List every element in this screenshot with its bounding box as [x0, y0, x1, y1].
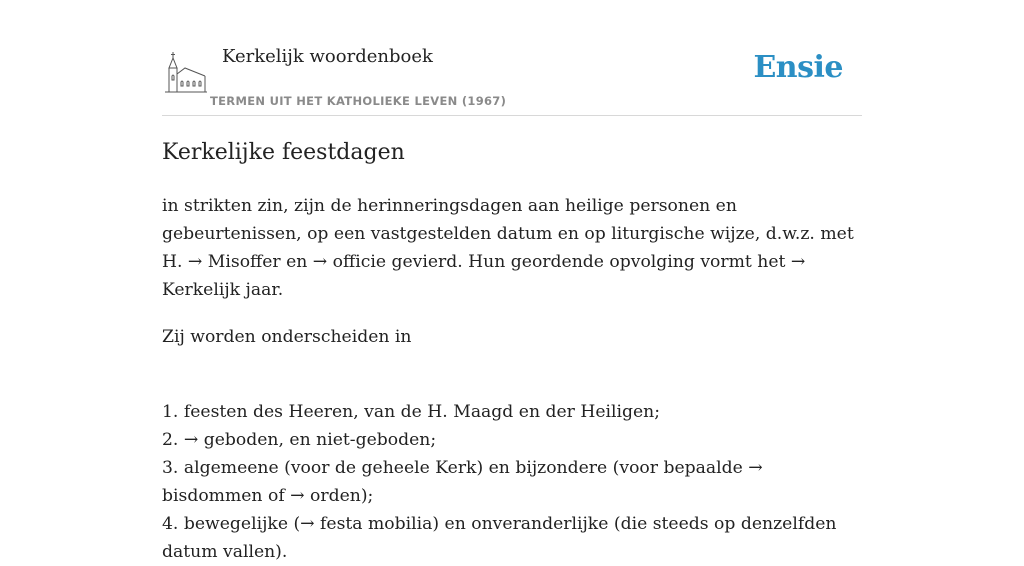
book-title[interactable]: Kerkelijk woordenboek: [222, 46, 433, 67]
book-subtitle: TERMEN UIT HET KATHOLIEKE LEVEN (1967): [210, 94, 507, 108]
list-item: 3. algemeene (voor de geheele Kerk) en bijzondere (voor bepaalde → bisdommen of → orden);: [162, 458, 763, 506]
entry-paragraph: Zij worden onderscheiden in: [162, 327, 412, 347]
brand-logo[interactable]: Ensie: [753, 50, 843, 85]
church-icon[interactable]: [165, 50, 207, 94]
list-item: 4. bewegelijke (→ festa mobilia) en onveranderlijke (die steeds op denzelfden datum vallen).: [162, 514, 837, 562]
list-item: 1. feesten des Heeren, van de H. Maagd en der Heiligen;: [162, 402, 661, 422]
header: [162, 0, 862, 116]
entry-paragraph: in strikten zin, zijn de herinneringsdagen aan heilige personen en gebeurtenissen, op een vastgestelden datum en op liturgische wijze, d.w.z. met H. → Misoffer en → officie gevierd. Hun geordende opvolging vormt het → Kerkelijk jaar.: [162, 196, 854, 300]
spacer: [162, 370, 862, 398]
page: [162, 0, 862, 562]
entry-title: Kerkelijke feestdagen: [162, 140, 405, 165]
entry-body: [162, 192, 862, 566]
list-item: 2. → geboden, en niet-geboden;: [162, 430, 437, 450]
